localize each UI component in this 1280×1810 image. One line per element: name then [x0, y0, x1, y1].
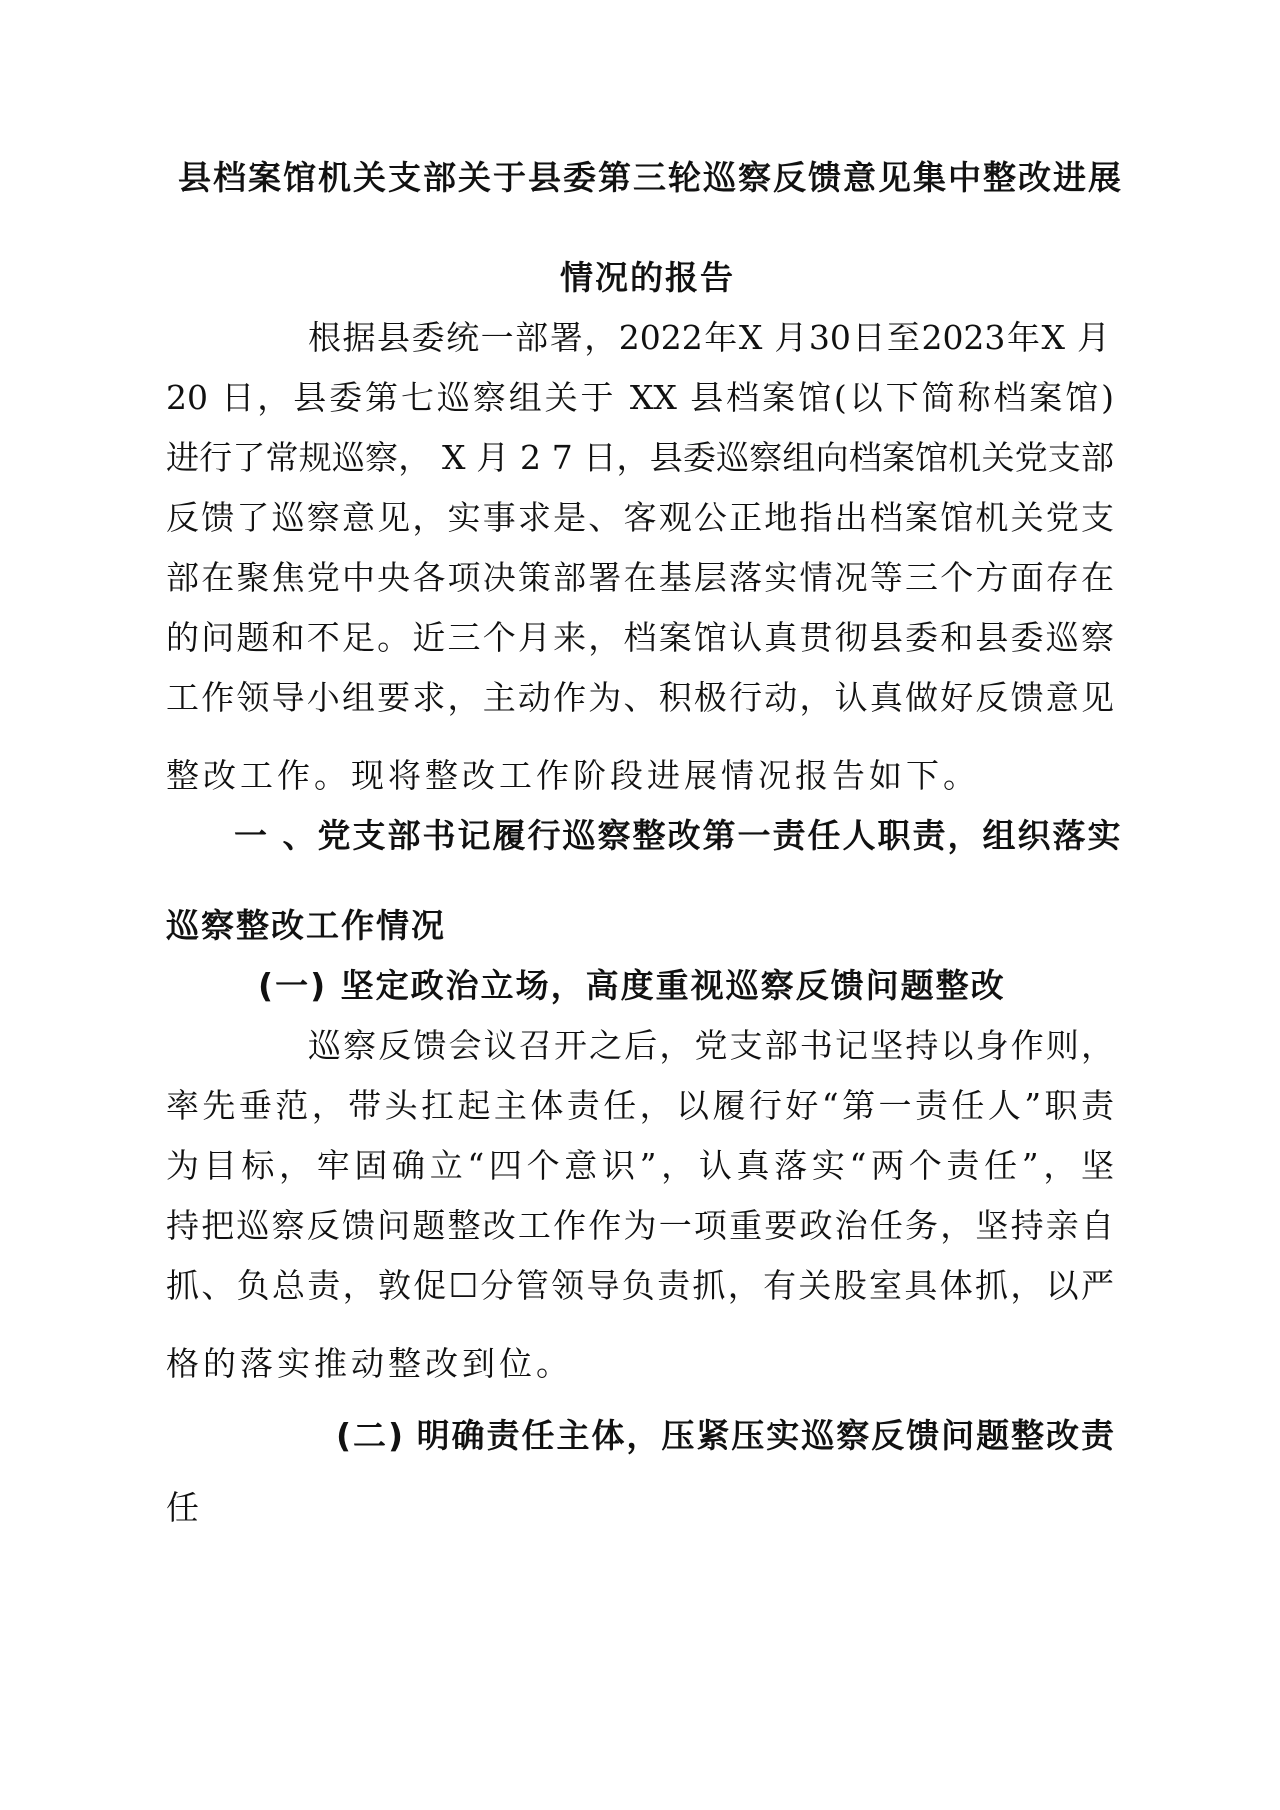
- title-line-2: 情况的报告: [560, 258, 735, 297]
- section1-heading-line-2: 巡察整改工作情况: [166, 906, 446, 945]
- intro-line-2: 20 日，县委第七巡察组关于 XX 县档案馆(以下简称档案馆): [166, 378, 1114, 417]
- intro-line-3: 进行了常规巡察， X 月 2 7 日，县委巡察组向档案馆机关党支部: [166, 438, 1114, 477]
- intro-line-1: 根据县委统一部署，2022年X 月30日至2023年X 月: [308, 318, 1110, 357]
- section1-heading-line-1: 一 、党支部书记履行巡察整改第一责任人职责，组织落实: [234, 816, 1123, 855]
- title-line-1: 县档案馆机关支部关于县委第三轮巡察反馈意见集中整改进展: [178, 158, 1123, 197]
- sub1-body-line-2: 率先垂范，带头扛起主体责任，以履行好“第一责任人”职责: [166, 1086, 1114, 1125]
- intro-line-7: 工作领导小组要求，主动作为、积极行动，认真做好反馈意见: [166, 678, 1114, 717]
- sub1-heading: (一) 坚定政治立场，高度重视巡察反馈问题整改: [258, 966, 1006, 1005]
- intro-line-5: 部在聚焦党中央各项决策部署在基层落实情况等三个方面存在: [166, 558, 1114, 597]
- sub2-heading-line-2: 任: [166, 1488, 203, 1527]
- sub1-body-line-1: 巡察反馈会议召开之后，党支部书记坚持以身作则，: [308, 1026, 1114, 1065]
- intro-line-6: 的问题和不足。近三个月来，档案馆认真贯彻县委和县委巡察: [166, 618, 1114, 657]
- sub1-body-line-5: 抓、负总责，敦促☐分管领导负责抓，有关股室具体抓，以严: [166, 1266, 1114, 1305]
- intro-line-4: 反馈了巡察意见，实事求是、客观公正地指出档案馆机关党支: [166, 498, 1114, 537]
- sub1-body-line-3: 为目标，牢固确立“四个意识”，认真落实“两个责任”，坚: [166, 1146, 1114, 1185]
- sub1-body-line-4: 持把巡察反馈问题整改工作作为一项重要政治任务，坚持亲自: [166, 1206, 1114, 1245]
- sub2-heading-line-1: (二) 明确责任主体，压紧压实巡察反馈问题整改责: [336, 1416, 1114, 1455]
- sub1-body-line-6: 格的落实推动整改到位。: [166, 1344, 573, 1383]
- intro-line-8: 整改工作。现将整改工作阶段进展情况报告如下。: [166, 756, 980, 795]
